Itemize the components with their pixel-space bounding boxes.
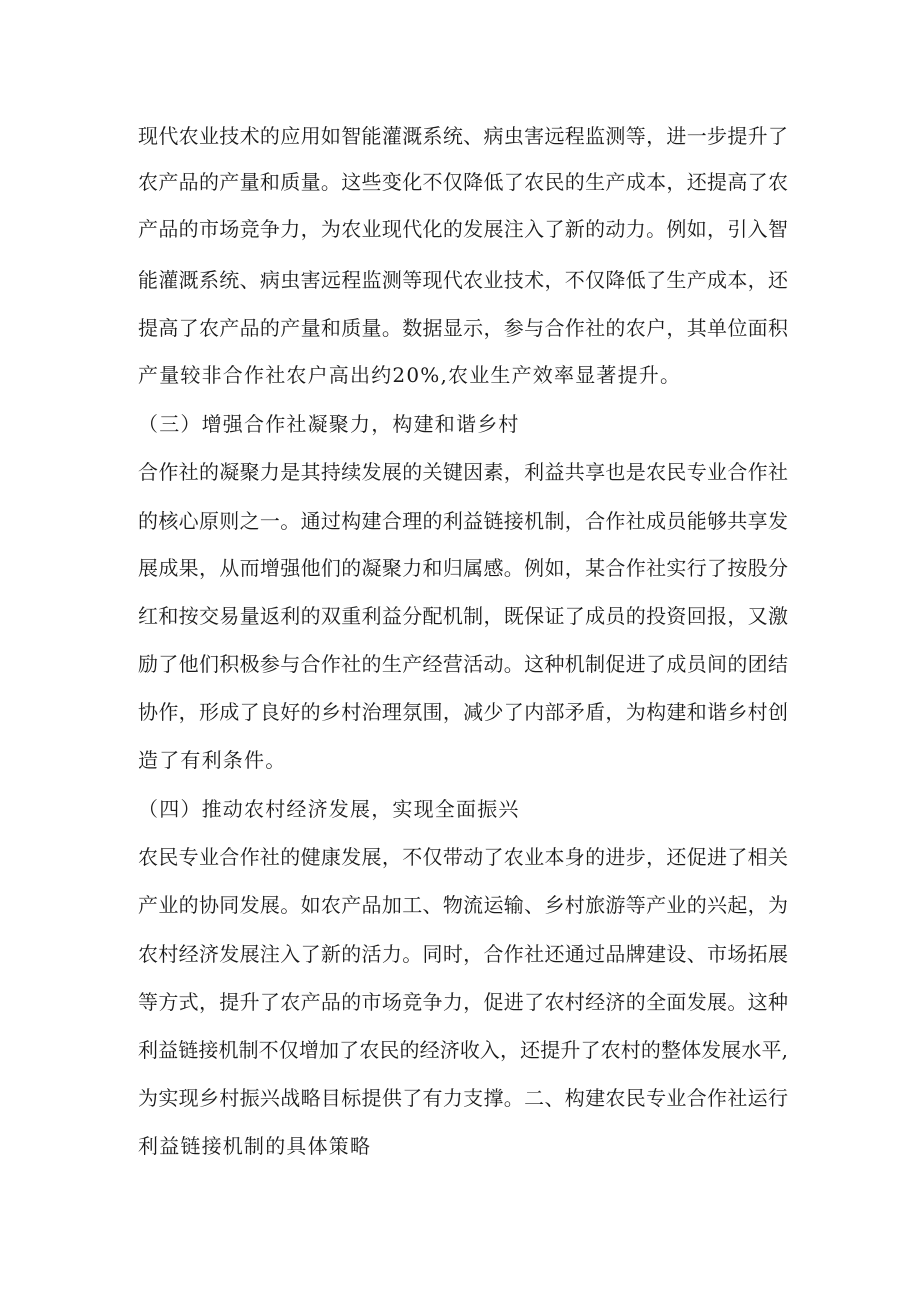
section3-line-1: 合作社的凝聚力是其持续发展的关键因素，利益共享也是农民专业合作社 bbox=[138, 460, 788, 484]
section4-line-5: 利益链接机制不仅增加了农民的经济收入，还提升了农村的整体发展水平, bbox=[138, 1038, 788, 1062]
section4-line-2: 产业的协同发展。如农产品加工、物流运输、乡村旅游等产业的兴起，为 bbox=[138, 893, 788, 917]
section4-line-7: 利益链接机制的具体策略 bbox=[138, 1134, 372, 1158]
section4-heading: （四）推动农村经济发展，实现全面振兴 bbox=[138, 797, 520, 821]
section3-line-7: 造了有利条件。 bbox=[138, 748, 287, 772]
section3-line-3: 展成果，从而增强他们的凝聚力和归属感。例如，某合作社实行了按股分 bbox=[138, 556, 788, 580]
section3-heading: （三）增强合作社凝聚力，构建和谐乡村 bbox=[138, 412, 520, 436]
section3-line-5: 励了他们积极参与合作社的生产经营活动。这种机制促进了成员间的团结 bbox=[138, 652, 788, 676]
section4-line-4: 等方式，提升了农产品的市场竞争力，促进了农村经济的全面发展。这种 bbox=[138, 990, 788, 1014]
paragraph1-line-5: 提高了农产品的产量和质量。数据显示，参与合作社的农户，其单位面积 bbox=[138, 316, 788, 340]
paragraph1-line-6: 产量较非合作社农户高出约20%,农业生产效率显著提升。 bbox=[138, 363, 682, 387]
paragraph1-line-4: 能灌溉系统、病虫害远程监测等现代农业技术，不仅降低了生产成本，还 bbox=[138, 268, 788, 292]
section4-line-6: 为实现乡村振兴战略目标提供了有力支撑。二、构建农民专业合作社运行 bbox=[138, 1086, 788, 1110]
paragraph1-line-1: 现代农业技术的应用如智能灌溉系统、病虫害远程监测等，进一步提升了 bbox=[138, 124, 788, 148]
section3-line-4: 红和按交易量返利的双重利益分配机制，既保证了成员的投资回报，又激 bbox=[138, 604, 788, 628]
section3-line-2: 的核心原则之一。通过构建合理的利益链接机制，合作社成员能够共享发 bbox=[138, 509, 788, 533]
paragraph1-line-3: 产品的市场竞争力，为农业现代化的发展注入了新的动力。例如，引入智 bbox=[138, 217, 788, 241]
paragraph1-line-2: 农产品的产量和质量。这些变化不仅降低了农民的生产成本，还提高了农 bbox=[138, 170, 788, 194]
section4-line-1: 农民专业合作社的健康发展，不仅带动了农业本身的进步，还促进了相关 bbox=[138, 845, 788, 869]
section4-line-3: 农村经济发展注入了新的活力。同时，合作社还通过品牌建设、市场拓展 bbox=[138, 942, 788, 966]
section3-line-6: 协作，形成了良好的乡村治理氛围，减少了内部矛盾，为构建和谐乡村创 bbox=[138, 700, 788, 724]
